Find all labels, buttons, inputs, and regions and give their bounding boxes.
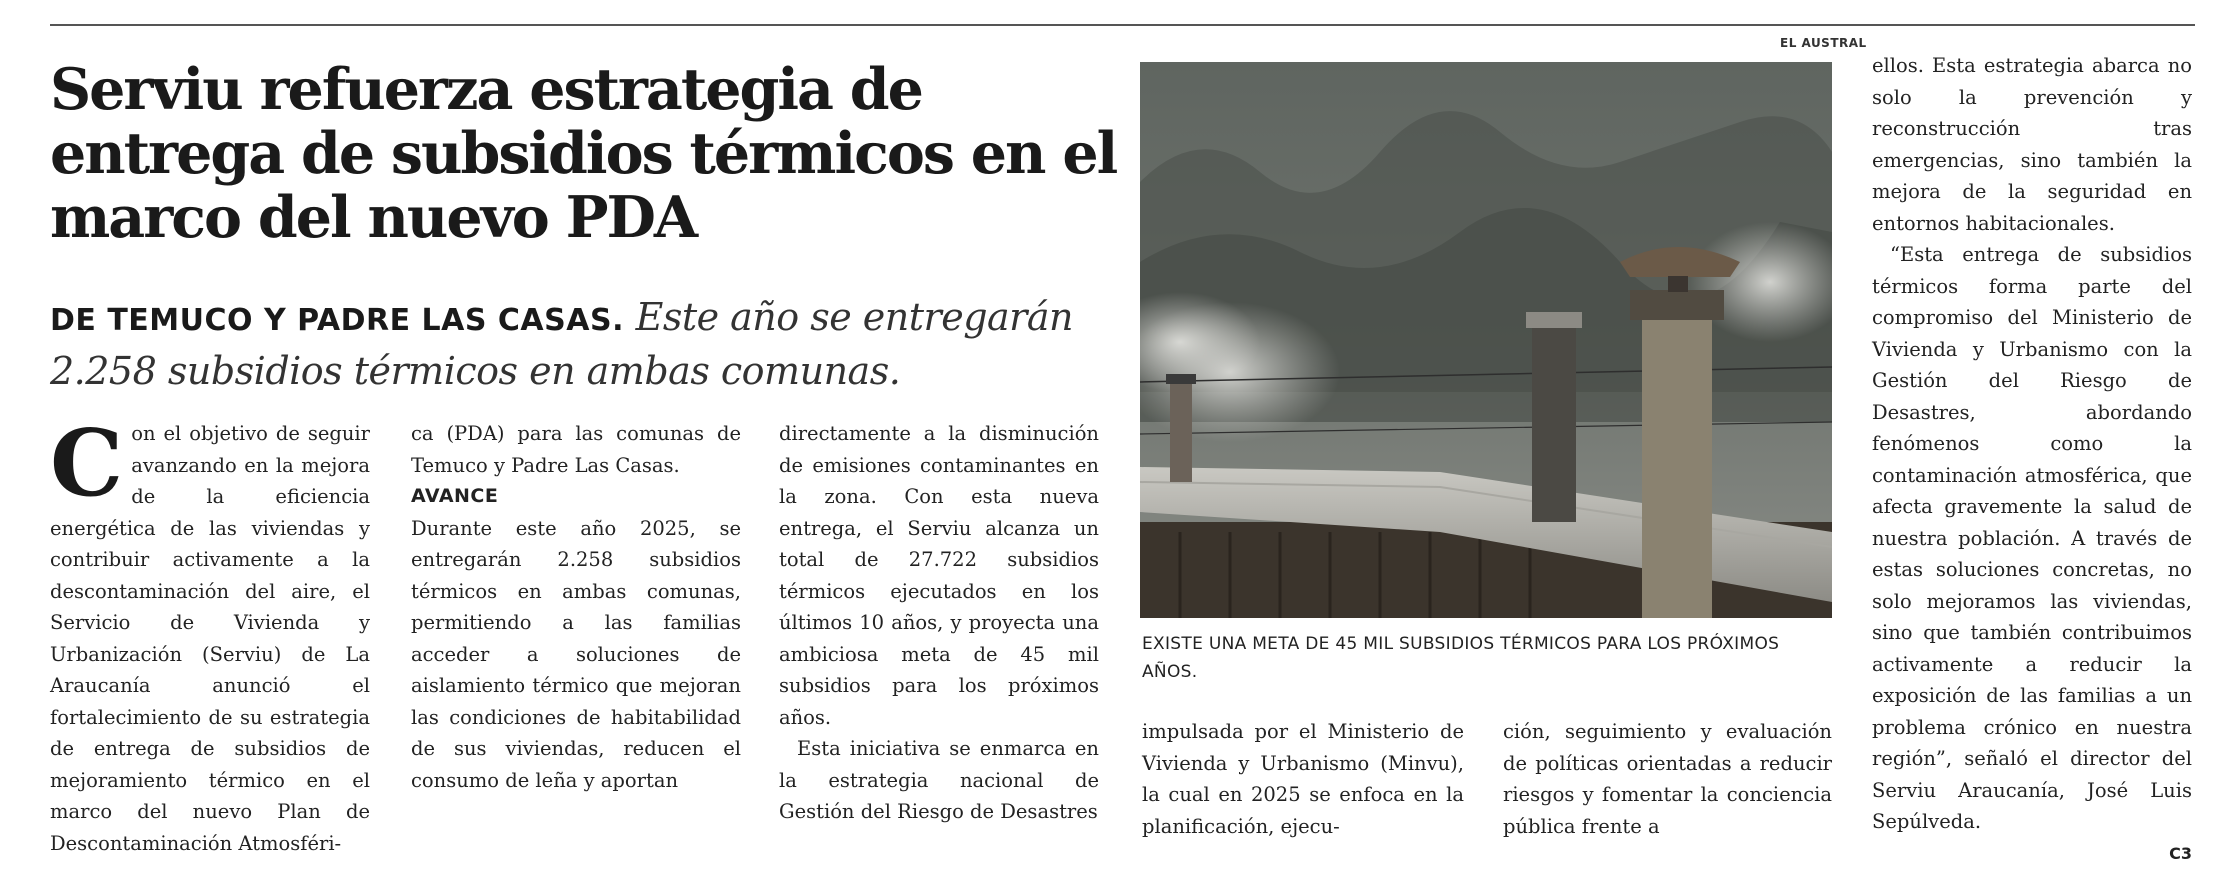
- paragraph-intro: on el objetivo de seguir avanzando en la mejora de la eficiencia energética de las viviendas y contribuir activamente a la descontaminación del aire, el Servicio de Vivienda y Urbanización (Serviu) de La Araucanía anunció el fortalecimiento de su estrategia de entrega de subsidios de mejoramiento térmico en el marco del nuevo Plan de Descontaminación Atmosféri-: [50, 422, 370, 855]
- column-6: [1872, 50, 2192, 869]
- deck-lead: Este año se entregarán 2.258 subsidios térmicos en ambas comunas.: [50, 295, 1073, 393]
- paragraph-avance: Durante este año 2025, se entregarán 2.258 subsidios térmicos en ambas comunas, permitiendo a las familias acceder a soluciones de aislamiento térmico que mejoran las condiciones de habitabilidad de sus viviendas, reducen el consumo de leña y aportan: [411, 516, 741, 792]
- paragraph-policies: ción, seguimiento y evaluación de políticas orientadas a reducir riesgos y fomentar la conciencia pública frente a: [1503, 720, 1832, 838]
- dropcap: C: [50, 409, 124, 517]
- column-5: [1503, 716, 1832, 842]
- column-3: [779, 418, 1099, 828]
- deck: [50, 292, 1130, 396]
- paragraph-scope: ellos. Esta estrategia abarca no solo la prevención y reconstrucción tras emergencias, sino también la mejora de la seguridad en entornos habitacionales.: [1872, 54, 2192, 235]
- deck-kicker: DE TEMUCO Y PADRE LAS CASAS.: [50, 303, 624, 338]
- column-2: [411, 418, 741, 796]
- headline: Serviu refuerza estrategia de entrega de subsidios térmicos en el marco del nuevo PDA: [50, 56, 1117, 251]
- paragraph-minvu: impulsada por el Ministerio de Vivienda y Urbanismo (Minvu), la cual en 2025 se enfoca en la planificación, ejecu-: [1142, 720, 1464, 838]
- paragraph-quote: “Esta entrega de subsidios térmicos forma parte del compromiso del Ministerio de Vivienda y Urbanismo con la Gestión del Riesgo de Desastres, abordando fenómenos como la contaminación atmosférica, que afecta gravemente la salud de nuestra población. A través de estas soluciones concretas, no solo mejoramos las viviendas, sino que también contribuimos activamente a reducir la exposición de las familias a un problema crónico en nuestra región”, señaló el director del Serviu Araucanía, José Luis Sepúlveda.: [1872, 243, 2192, 833]
- chimneys-illustration: [1140, 62, 1832, 618]
- photo-caption: EXISTE UNA META DE 45 MIL SUBSIDIOS TÉRMICOS PARA LOS PRÓXIMOS AÑOS.: [1142, 634, 1780, 682]
- paragraph-strategy-start: Esta iniciativa se enmarca en la estrategia nacional de Gestión del Riesgo de Desastres: [779, 737, 1099, 823]
- end-mark: C3: [2169, 843, 2192, 863]
- photo-chimneys: [1140, 62, 1832, 618]
- column-1: [50, 409, 370, 859]
- column-4: [1142, 716, 1464, 842]
- subhead-avance: AVANCE: [411, 485, 499, 507]
- photo-credit: EL AUSTRAL: [1780, 36, 1867, 50]
- paragraph-intro-end: ca (PDA) para las comunas de Temuco y Padre Las Casas.: [411, 422, 741, 477]
- top-rule: [50, 24, 2195, 26]
- paragraph-totals: directamente a la disminución de emisiones contaminantes en la zona. Con esta nueva entrega, el Serviu alcanza un total de 27.722 subsidios térmicos ejecutados en los últimos 10 años, y proyecta una ambiciosa meta de 45 mil subsidios para los próximos años.: [779, 422, 1099, 729]
